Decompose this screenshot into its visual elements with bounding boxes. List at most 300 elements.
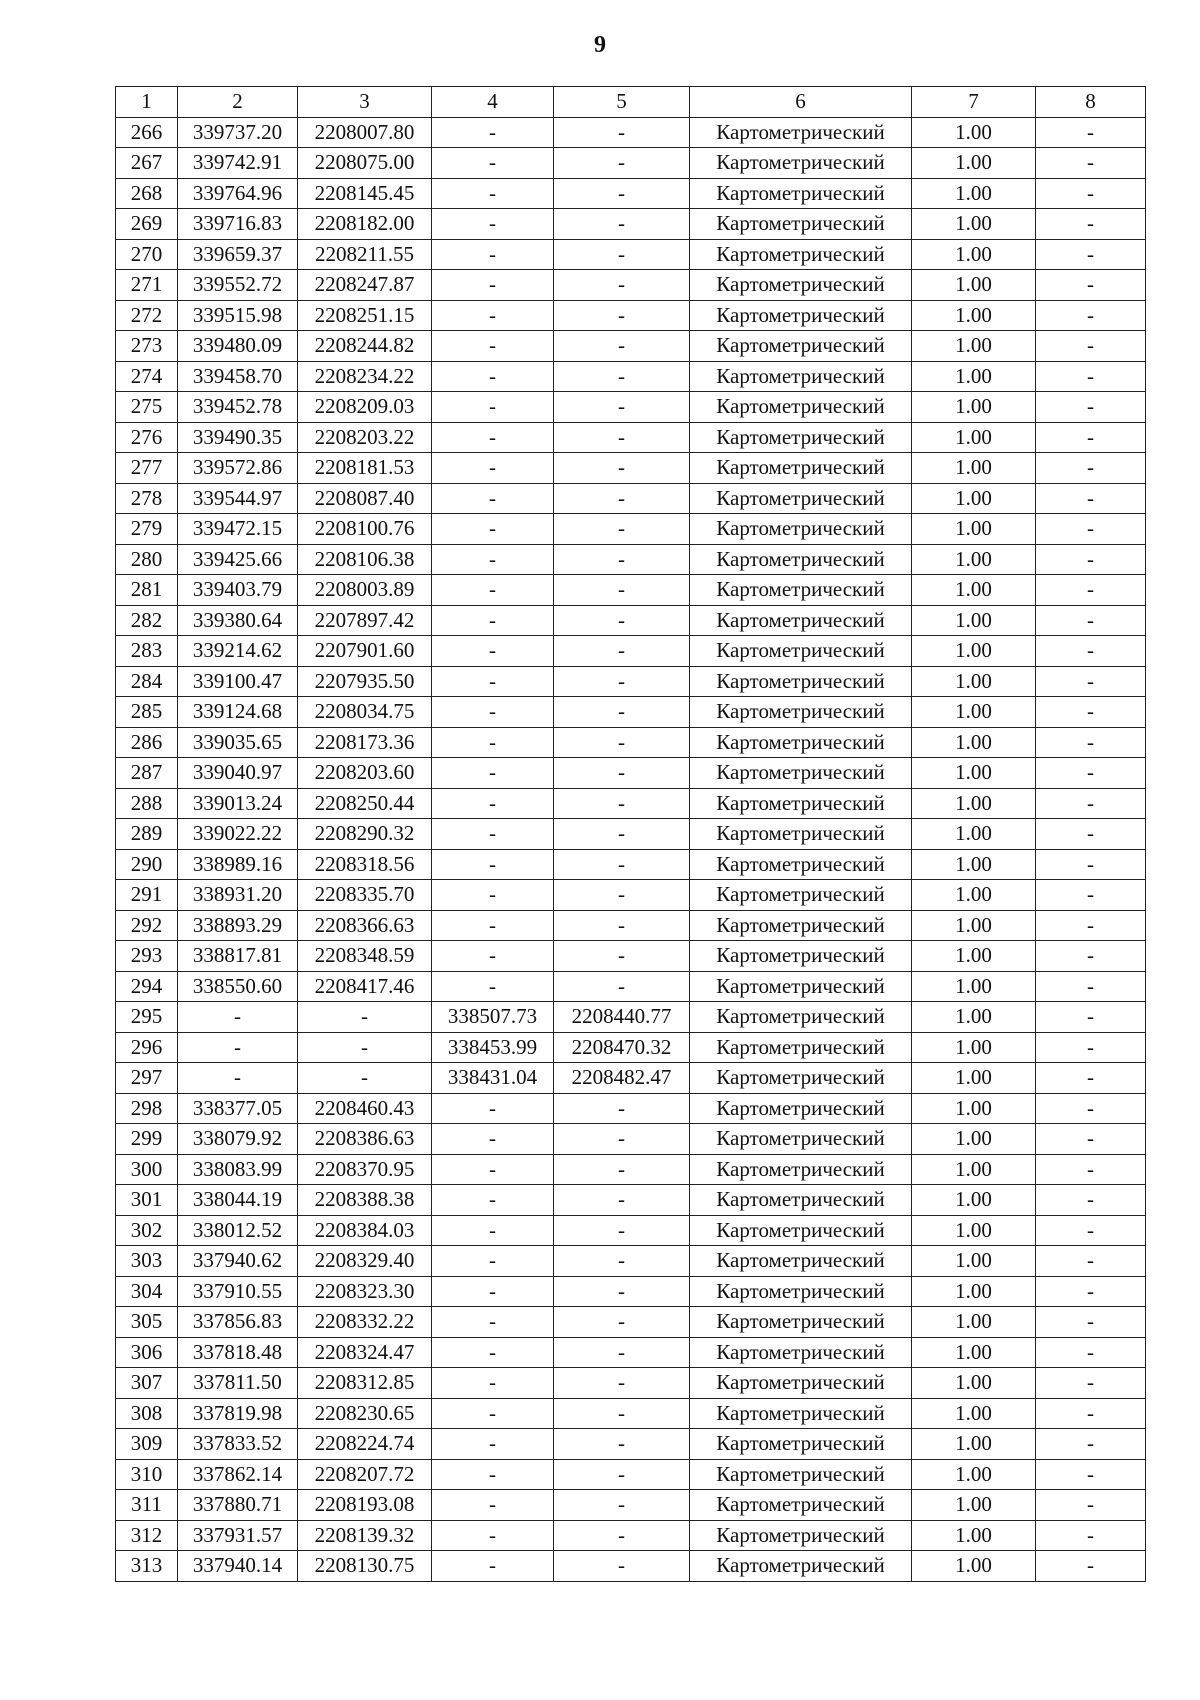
description-cell: - [1036, 1551, 1146, 1582]
column-header: 6 [690, 87, 912, 118]
y-coordinate-cell: 2208312.85 [298, 1368, 432, 1399]
table-row [116, 941, 1146, 972]
point-number-cell: 273 [116, 331, 178, 362]
accuracy-cell: 1.00 [912, 1398, 1036, 1429]
method-cell: Картометрический [690, 544, 912, 575]
point-number-cell: 268 [116, 178, 178, 209]
y-coordinate-cell: 2208139.32 [298, 1520, 432, 1551]
x-coordinate-cell: 338817.81 [178, 941, 298, 972]
table-row [116, 697, 1146, 728]
table-row [116, 148, 1146, 179]
table-row [116, 1398, 1146, 1429]
y-coordinate-cell: 2208384.03 [298, 1215, 432, 1246]
table-row [116, 1429, 1146, 1460]
description-cell: - [1036, 788, 1146, 819]
accuracy-cell: 1.00 [912, 514, 1036, 545]
method-cell: Картометрический [690, 1398, 912, 1429]
table-body [116, 117, 1146, 1581]
point-number-cell: 294 [116, 971, 178, 1002]
table-row [116, 758, 1146, 789]
point-number-cell: 296 [116, 1032, 178, 1063]
y-new-cell: - [554, 544, 690, 575]
accuracy-cell: 1.00 [912, 849, 1036, 880]
x-new-cell: - [432, 453, 554, 484]
column-header: 4 [432, 87, 554, 118]
accuracy-cell: 1.00 [912, 300, 1036, 331]
description-cell: - [1036, 758, 1146, 789]
accuracy-cell: 1.00 [912, 910, 1036, 941]
description-cell: - [1036, 544, 1146, 575]
method-cell: Картометрический [690, 1063, 912, 1094]
table-row [116, 1032, 1146, 1063]
point-number-cell: 298 [116, 1093, 178, 1124]
point-number-cell: 299 [116, 1124, 178, 1155]
x-new-cell: - [432, 910, 554, 941]
accuracy-cell: 1.00 [912, 697, 1036, 728]
y-new-cell: - [554, 1459, 690, 1490]
coordinates-table [115, 86, 1146, 1582]
y-new-cell: - [554, 605, 690, 636]
y-new-cell: - [554, 483, 690, 514]
point-number-cell: 303 [116, 1246, 178, 1277]
accuracy-cell: 1.00 [912, 1185, 1036, 1216]
table-row [116, 788, 1146, 819]
y-coordinate-cell: 2208203.60 [298, 758, 432, 789]
description-cell: - [1036, 1093, 1146, 1124]
x-new-cell: - [432, 1490, 554, 1521]
y-new-cell: - [554, 1154, 690, 1185]
x-coordinate-cell: 338893.29 [178, 910, 298, 941]
method-cell: Картометрический [690, 1307, 912, 1338]
x-new-cell: 338453.99 [432, 1032, 554, 1063]
description-cell: - [1036, 666, 1146, 697]
description-cell: - [1036, 392, 1146, 423]
x-new-cell: - [432, 636, 554, 667]
x-coordinate-cell: 338012.52 [178, 1215, 298, 1246]
x-coordinate-cell: 338377.05 [178, 1093, 298, 1124]
y-new-cell: - [554, 910, 690, 941]
y-new-cell: - [554, 697, 690, 728]
point-number-cell: 281 [116, 575, 178, 606]
y-new-cell: - [554, 178, 690, 209]
description-cell: - [1036, 300, 1146, 331]
x-coordinate-cell: 337862.14 [178, 1459, 298, 1490]
x-coordinate-cell: 338083.99 [178, 1154, 298, 1185]
x-new-cell: - [432, 941, 554, 972]
accuracy-cell: 1.00 [912, 453, 1036, 484]
description-cell: - [1036, 331, 1146, 362]
table-row [116, 453, 1146, 484]
accuracy-cell: 1.00 [912, 1124, 1036, 1155]
x-new-cell: - [432, 1520, 554, 1551]
y-coordinate-cell: 2208370.95 [298, 1154, 432, 1185]
method-cell: Картометрический [690, 331, 912, 362]
x-new-cell: - [432, 1551, 554, 1582]
x-new-cell: - [432, 1307, 554, 1338]
table-row [116, 422, 1146, 453]
point-number-cell: 313 [116, 1551, 178, 1582]
y-new-cell: - [554, 971, 690, 1002]
y-coordinate-cell: 2208417.46 [298, 971, 432, 1002]
y-coordinate-cell: 2208182.00 [298, 209, 432, 240]
y-new-cell: - [554, 666, 690, 697]
x-coordinate-cell: 339742.91 [178, 148, 298, 179]
description-cell: - [1036, 971, 1146, 1002]
table-row [116, 239, 1146, 270]
table-row [116, 178, 1146, 209]
y-coordinate-cell: 2208251.15 [298, 300, 432, 331]
x-coordinate-cell: 337819.98 [178, 1398, 298, 1429]
x-new-cell: - [432, 178, 554, 209]
accuracy-cell: 1.00 [912, 788, 1036, 819]
point-number-cell: 289 [116, 819, 178, 850]
x-new-cell: - [432, 148, 554, 179]
method-cell: Картометрический [690, 849, 912, 880]
table-header-row [116, 87, 1146, 118]
method-cell: Картометрический [690, 117, 912, 148]
x-coordinate-cell: 337910.55 [178, 1276, 298, 1307]
y-coordinate-cell: 2208460.43 [298, 1093, 432, 1124]
x-new-cell: - [432, 758, 554, 789]
table-row [116, 910, 1146, 941]
x-new-cell: - [432, 483, 554, 514]
description-cell: - [1036, 514, 1146, 545]
y-coordinate-cell: 2208234.22 [298, 361, 432, 392]
method-cell: Картометрический [690, 1459, 912, 1490]
y-new-cell: - [554, 1246, 690, 1277]
description-cell: - [1036, 575, 1146, 606]
point-number-cell: 266 [116, 117, 178, 148]
y-coordinate-cell: 2208193.08 [298, 1490, 432, 1521]
method-cell: Картометрический [690, 239, 912, 270]
table-row [116, 361, 1146, 392]
table-row [116, 1551, 1146, 1582]
method-cell: Картометрический [690, 1185, 912, 1216]
point-number-cell: 288 [116, 788, 178, 819]
accuracy-cell: 1.00 [912, 148, 1036, 179]
method-cell: Картометрический [690, 392, 912, 423]
method-cell: Картометрический [690, 361, 912, 392]
table-row [116, 270, 1146, 301]
x-coordinate-cell: 339452.78 [178, 392, 298, 423]
x-coordinate-cell: 337940.62 [178, 1246, 298, 1277]
table-row [116, 1063, 1146, 1094]
point-number-cell: 285 [116, 697, 178, 728]
x-new-cell: - [432, 1459, 554, 1490]
x-coordinate-cell: 339544.97 [178, 483, 298, 514]
table-row [116, 392, 1146, 423]
x-new-cell: - [432, 605, 554, 636]
accuracy-cell: 1.00 [912, 422, 1036, 453]
x-new-cell: - [432, 819, 554, 850]
point-number-cell: 293 [116, 941, 178, 972]
description-cell: - [1036, 361, 1146, 392]
y-coordinate-cell: 2208145.45 [298, 178, 432, 209]
y-new-cell: - [554, 239, 690, 270]
table-row [116, 1246, 1146, 1277]
accuracy-cell: 1.00 [912, 544, 1036, 575]
accuracy-cell: 1.00 [912, 1490, 1036, 1521]
table-row [116, 575, 1146, 606]
x-coordinate-cell: 337940.14 [178, 1551, 298, 1582]
method-cell: Картометрический [690, 941, 912, 972]
y-coordinate-cell: 2208106.38 [298, 544, 432, 575]
y-coordinate-cell: 2208100.76 [298, 514, 432, 545]
y-coordinate-cell: 2208003.89 [298, 575, 432, 606]
accuracy-cell: 1.00 [912, 1520, 1036, 1551]
description-cell: - [1036, 697, 1146, 728]
y-coordinate-cell: 2208007.80 [298, 117, 432, 148]
x-new-cell: - [432, 300, 554, 331]
table-row [116, 849, 1146, 880]
column-header: 1 [116, 87, 178, 118]
accuracy-cell: 1.00 [912, 1063, 1036, 1094]
method-cell: Картометрический [690, 819, 912, 850]
accuracy-cell: 1.00 [912, 1276, 1036, 1307]
description-cell: - [1036, 483, 1146, 514]
description-cell: - [1036, 1124, 1146, 1155]
accuracy-cell: 1.00 [912, 1032, 1036, 1063]
x-coordinate-cell: 338550.60 [178, 971, 298, 1002]
x-new-cell: - [432, 1337, 554, 1368]
x-coordinate-cell: 339472.15 [178, 514, 298, 545]
y-new-cell: - [554, 422, 690, 453]
description-cell: - [1036, 1154, 1146, 1185]
x-coordinate-cell: 339013.24 [178, 788, 298, 819]
description-cell: - [1036, 941, 1146, 972]
table-row [116, 1002, 1146, 1033]
table-row [116, 1459, 1146, 1490]
x-new-cell: - [432, 270, 554, 301]
point-number-cell: 269 [116, 209, 178, 240]
table-row [116, 300, 1146, 331]
accuracy-cell: 1.00 [912, 239, 1036, 270]
x-coordinate-cell: 339552.72 [178, 270, 298, 301]
point-number-cell: 280 [116, 544, 178, 575]
table-row [116, 1307, 1146, 1338]
method-cell: Картометрический [690, 1368, 912, 1399]
point-number-cell: 283 [116, 636, 178, 667]
accuracy-cell: 1.00 [912, 1002, 1036, 1033]
x-coordinate-cell: 339380.64 [178, 605, 298, 636]
method-cell: Картометрический [690, 1276, 912, 1307]
accuracy-cell: 1.00 [912, 605, 1036, 636]
table-row [116, 727, 1146, 758]
table-row [116, 331, 1146, 362]
y-coordinate-cell: 2208034.75 [298, 697, 432, 728]
y-new-cell: - [554, 514, 690, 545]
y-new-cell: - [554, 941, 690, 972]
method-cell: Картометрический [690, 1002, 912, 1033]
y-coordinate-cell: 2208075.00 [298, 148, 432, 179]
description-cell: - [1036, 1215, 1146, 1246]
accuracy-cell: 1.00 [912, 636, 1036, 667]
x-coordinate-cell: 338044.19 [178, 1185, 298, 1216]
table-row [116, 971, 1146, 1002]
column-header: 3 [298, 87, 432, 118]
accuracy-cell: 1.00 [912, 1337, 1036, 1368]
y-new-cell: - [554, 148, 690, 179]
description-cell: - [1036, 1368, 1146, 1399]
table-row [116, 1154, 1146, 1185]
x-new-cell: - [432, 239, 554, 270]
y-new-cell: - [554, 819, 690, 850]
accuracy-cell: 1.00 [912, 1246, 1036, 1277]
point-number-cell: 284 [116, 666, 178, 697]
x-coordinate-cell: 339403.79 [178, 575, 298, 606]
y-new-cell: - [554, 1185, 690, 1216]
y-coordinate-cell: 2208087.40 [298, 483, 432, 514]
point-number-cell: 282 [116, 605, 178, 636]
y-new-cell: - [554, 880, 690, 911]
accuracy-cell: 1.00 [912, 270, 1036, 301]
x-coordinate-cell: 339737.20 [178, 117, 298, 148]
y-coordinate-cell: 2208329.40 [298, 1246, 432, 1277]
y-coordinate-cell: 2208386.63 [298, 1124, 432, 1155]
y-coordinate-cell: 2208324.47 [298, 1337, 432, 1368]
method-cell: Картометрический [690, 880, 912, 911]
point-number-cell: 295 [116, 1002, 178, 1033]
accuracy-cell: 1.00 [912, 1459, 1036, 1490]
table-row [116, 544, 1146, 575]
method-cell: Картометрический [690, 1551, 912, 1582]
method-cell: Картометрический [690, 209, 912, 240]
x-coordinate-cell: - [178, 1063, 298, 1094]
method-cell: Картометрический [690, 1246, 912, 1277]
y-new-cell: - [554, 1520, 690, 1551]
method-cell: Картометрический [690, 1429, 912, 1460]
x-coordinate-cell: 338079.92 [178, 1124, 298, 1155]
method-cell: Картометрический [690, 148, 912, 179]
x-coordinate-cell: 337818.48 [178, 1337, 298, 1368]
y-new-cell: - [554, 1215, 690, 1246]
point-number-cell: 300 [116, 1154, 178, 1185]
accuracy-cell: 1.00 [912, 575, 1036, 606]
y-coordinate-cell: 2208335.70 [298, 880, 432, 911]
point-number-cell: 272 [116, 300, 178, 331]
x-new-cell: - [432, 971, 554, 1002]
method-cell: Картометрический [690, 1490, 912, 1521]
y-coordinate-cell: 2208332.22 [298, 1307, 432, 1338]
table-row [116, 1490, 1146, 1521]
point-number-cell: 290 [116, 849, 178, 880]
table-row [116, 209, 1146, 240]
x-new-cell: 338431.04 [432, 1063, 554, 1094]
method-cell: Картометрический [690, 300, 912, 331]
point-number-cell: 267 [116, 148, 178, 179]
point-number-cell: 297 [116, 1063, 178, 1094]
y-coordinate-cell: 2208318.56 [298, 849, 432, 880]
table-row [116, 117, 1146, 148]
accuracy-cell: 1.00 [912, 209, 1036, 240]
y-new-cell: - [554, 1490, 690, 1521]
point-number-cell: 306 [116, 1337, 178, 1368]
accuracy-cell: 1.00 [912, 1154, 1036, 1185]
point-number-cell: 277 [116, 453, 178, 484]
method-cell: Картометрический [690, 575, 912, 606]
accuracy-cell: 1.00 [912, 971, 1036, 1002]
y-coordinate-cell: 2208250.44 [298, 788, 432, 819]
y-coordinate-cell: - [298, 1002, 432, 1033]
accuracy-cell: 1.00 [912, 361, 1036, 392]
x-new-cell: - [432, 544, 554, 575]
method-cell: Картометрический [690, 636, 912, 667]
y-new-cell: - [554, 270, 690, 301]
x-new-cell: - [432, 361, 554, 392]
table-row [116, 514, 1146, 545]
x-coordinate-cell: 339458.70 [178, 361, 298, 392]
y-coordinate-cell: 2208203.22 [298, 422, 432, 453]
x-new-cell: - [432, 392, 554, 423]
point-number-cell: 304 [116, 1276, 178, 1307]
description-cell: - [1036, 910, 1146, 941]
y-coordinate-cell: 2208211.55 [298, 239, 432, 270]
y-new-cell: - [554, 117, 690, 148]
y-new-cell: - [554, 331, 690, 362]
x-new-cell: - [432, 1246, 554, 1277]
column-header: 5 [554, 87, 690, 118]
y-new-cell: - [554, 727, 690, 758]
accuracy-cell: 1.00 [912, 880, 1036, 911]
y-coordinate-cell: - [298, 1063, 432, 1094]
x-new-cell: - [432, 331, 554, 362]
y-new-cell: 2208482.47 [554, 1063, 690, 1094]
x-coordinate-cell: 339659.37 [178, 239, 298, 270]
x-new-cell: - [432, 514, 554, 545]
table-row [116, 1337, 1146, 1368]
y-coordinate-cell: 2208290.32 [298, 819, 432, 850]
x-coordinate-cell: 337931.57 [178, 1520, 298, 1551]
y-new-cell: - [554, 788, 690, 819]
point-number-cell: 291 [116, 880, 178, 911]
y-new-cell: - [554, 1551, 690, 1582]
table-row [116, 819, 1146, 850]
description-cell: - [1036, 1185, 1146, 1216]
description-cell: - [1036, 819, 1146, 850]
description-cell: - [1036, 1276, 1146, 1307]
point-number-cell: 310 [116, 1459, 178, 1490]
y-new-cell: - [554, 1307, 690, 1338]
table-row [116, 1520, 1146, 1551]
y-coordinate-cell: - [298, 1032, 432, 1063]
description-cell: - [1036, 1246, 1146, 1277]
point-number-cell: 302 [116, 1215, 178, 1246]
point-number-cell: 286 [116, 727, 178, 758]
y-new-cell: - [554, 758, 690, 789]
point-number-cell: 292 [116, 910, 178, 941]
accuracy-cell: 1.00 [912, 178, 1036, 209]
method-cell: Картометрический [690, 1093, 912, 1124]
description-cell: - [1036, 209, 1146, 240]
column-header: 8 [1036, 87, 1146, 118]
method-cell: Картометрический [690, 758, 912, 789]
x-coordinate-cell: 339764.96 [178, 178, 298, 209]
x-new-cell: - [432, 666, 554, 697]
y-coordinate-cell: 2208230.65 [298, 1398, 432, 1429]
x-coordinate-cell: 337811.50 [178, 1368, 298, 1399]
x-coordinate-cell: 339572.86 [178, 453, 298, 484]
point-number-cell: 274 [116, 361, 178, 392]
description-cell: - [1036, 270, 1146, 301]
y-coordinate-cell: 2207897.42 [298, 605, 432, 636]
x-new-cell: 338507.73 [432, 1002, 554, 1033]
accuracy-cell: 1.00 [912, 392, 1036, 423]
accuracy-cell: 1.00 [912, 1093, 1036, 1124]
y-coordinate-cell: 2208130.75 [298, 1551, 432, 1582]
table-row [116, 636, 1146, 667]
page-number: 9 [594, 32, 606, 58]
x-coordinate-cell: - [178, 1002, 298, 1033]
